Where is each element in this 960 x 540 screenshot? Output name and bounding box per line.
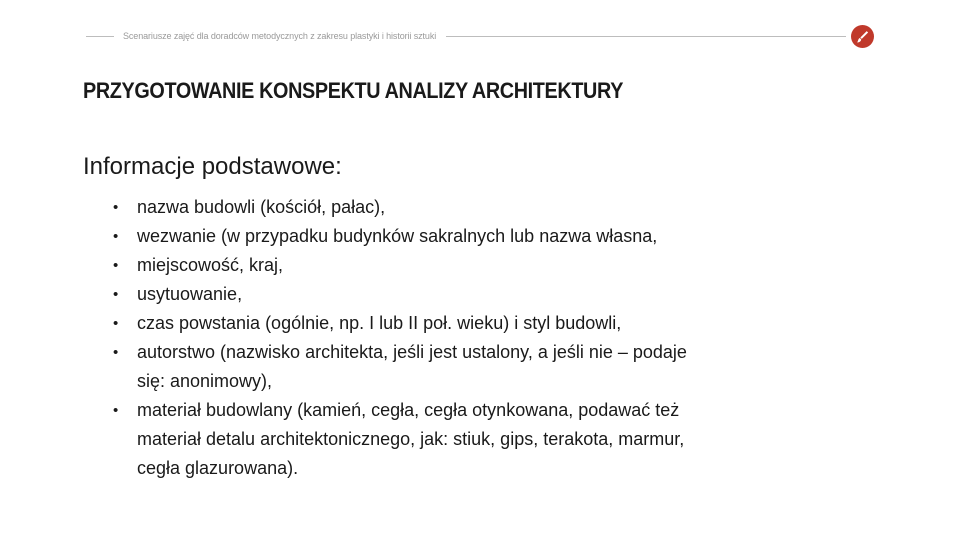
header-rule-right (446, 36, 846, 37)
list-item-text: usytuowanie, (137, 284, 243, 304)
bullet-dot: • (113, 402, 119, 419)
brush-icon (855, 29, 870, 44)
bullet-dot: • (113, 344, 119, 361)
bullet-list (112, 193, 882, 483)
bullet-dot: • (113, 257, 119, 274)
list-item-text: miejscowość, kraj, (137, 255, 284, 275)
list-item (112, 222, 882, 251)
list-item-text: autorstwo (nazwisko architekta, jeśli jest ustalony, a jeśli nie – podaje się: anonimowy), (137, 342, 687, 391)
header-subtitle: Scenariusze zajęć dla doradców metodycznych z zakresu plastyki i historii sztuki (123, 31, 437, 41)
list-item (112, 338, 882, 396)
list-item-text: materiał budowlany (kamień, cegła, cegła otynkowana, podawać też materiał detalu architektonicznego, jak: stiuk, gips, terakota, marmur, cegła glazurowana). (137, 400, 685, 478)
bullet-dot: • (113, 286, 119, 303)
list-item-text: czas powstania (ogólnie, np. I lub II poł. wieku) i styl budowli, (137, 313, 622, 333)
list-item (112, 309, 882, 338)
bullet-dot: • (113, 315, 119, 332)
section-heading: Informacje podstawowe: (83, 153, 342, 180)
header-rule-left (86, 36, 114, 37)
list-item (112, 251, 882, 280)
list-item (112, 280, 882, 309)
list-item-text: wezwanie (w przypadku budynków sakralnych lub nazwa własna, (137, 226, 658, 246)
bullet-dot: • (113, 199, 119, 216)
list-item (112, 396, 882, 483)
bullet-dot: • (113, 228, 119, 245)
brush-logo-icon (851, 25, 874, 48)
slide-title: PRZYGOTOWANIE KONSPEKTU ANALIZY ARCHITEKTURY (83, 78, 624, 103)
list-item (112, 193, 882, 222)
list-item-text: nazwa budowli (kościół, pałac), (137, 197, 386, 217)
header-bar (86, 27, 846, 45)
